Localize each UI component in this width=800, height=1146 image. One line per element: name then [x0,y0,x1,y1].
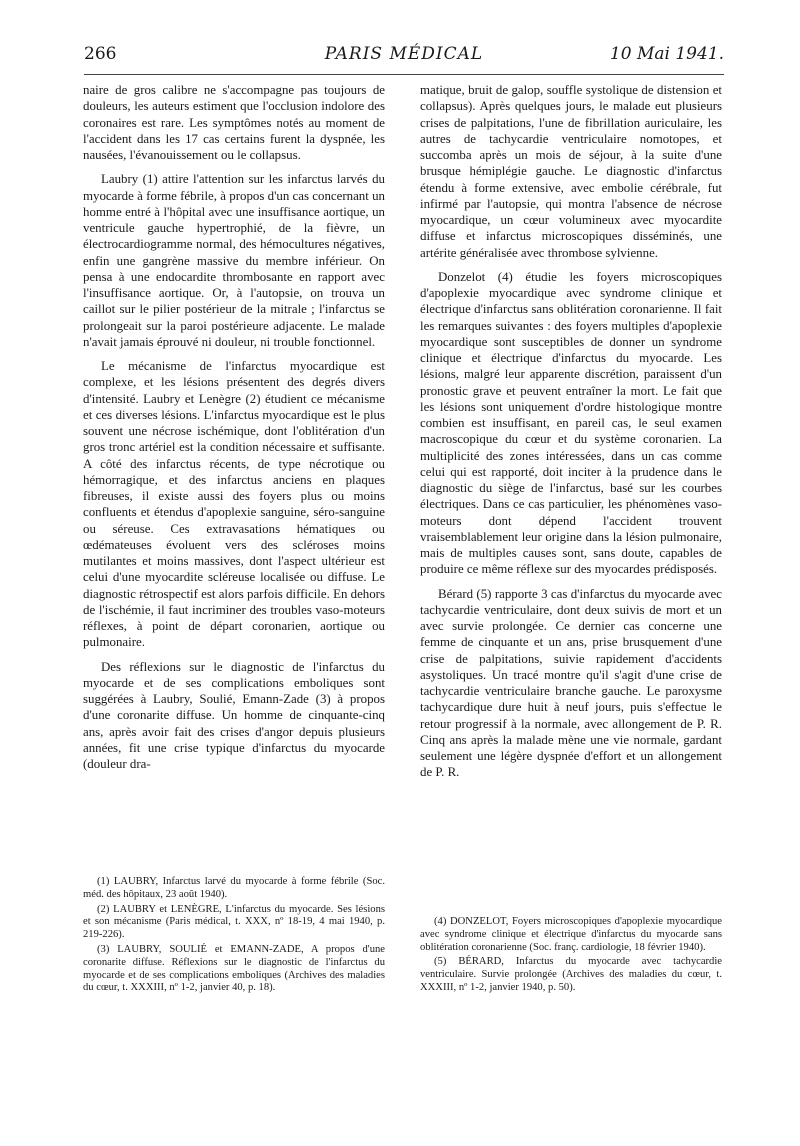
paragraph: Donzelot (4) étudie les foyers microscopiques d'apoplexie myocardique avec syndrome clinique et électrique d'infarctus sans oblitération coronarienne. Il fait les remarques suivantes : des foyers multiples d'apoplexie myocardique sont susceptibles de donner un syndrome clinique et électrique d'infarctus du myocarde. Les lésions, malgré leur apparente discrétion, paraissent d'un pronostic grave et peuvent entraîner la mort. Le fait que les lésions sont uniquement d'ordre histologique montre combien est insuffisant, en pareil cas, le seul examen macroscopique du cœur et du système coronarien. La multiplicité des zones intéressées, dans un cas comme celui qui est rapporté, doit inciter à la prudence dans le diagnostic du siège de l'infarctus, basé sur les courbes électriques. Dans ce cas particulier, les phénomènes vaso-moteurs dont dépend l'accident trouvent vraisemblablement leur origine dans la lésion pulmonaire, mais de multiples causes sont, sans doute, capables de produire ce même réflexe sur des myocardes prédisposés. [420,269,722,577]
footnote: (2) LAUBRY et LENÈGRE, L'infarctus du myocarde. Ses lésions et son mécanisme (Paris médical, t. XXX, nº 18-19, 4 mai 1940, p. 219-226). [83,903,385,941]
left-footnotes [83,876,385,997]
footnote: (4) DONZELOT, Foyers microscopiques d'apoplexie myocardique avec syndrome clinique et électrique d'infarctus du myocarde sans oblitération coronarienne (Soc. franç. cardiologie, 18 février 1940). [420,916,722,953]
paragraph: Le mécanisme de l'infarctus myocardique est complexe, et les lésions présentent des degrés divers d'intensité. Laubry et Lenègre (2) étudient ce mécanisme et ces diverses lésions. L'infarctus myocardique est le plus souvent une nécrose ischémique, dont l'oblitération d'un gros tronc artériel est la condition nécessaire et suffisante. A côté des infarctus récents, de type nécrotique ou hémorragique, et des infarctus anciens en plaques fibreuses, il existe aussi des foyers plus ou moins confluents et étendus d'apoplexie sanguine, séro-sanguine ou séreuse. Ces extravasations hématiques ou œdémateuses évoluent vers des scléroses moins mutilantes et moins massives, dont l'aspect ultérieur est celui d'une myocardite scléreuse localisée ou diffuse. Le diagnostic rétrospectif est alors parfois difficile. En dehors de l'ischémie, il faut incriminer des troubles vaso-moteurs réflexes, à point de départ coronarien, aortique ou pulmonaire. [83,359,385,650]
paragraph: matique, bruit de galop, souffle systolique de distension et collapsus). Après quelques jours, le malade eut plusieurs crises de palpitations, l'une de fibrillation auriculaire, les autres de tachycardie ventriculaire nomotopes, et succomba après un mois de séjour, à la suite d'une brusque hémiplégie gauche. Le diagnostic d'infarctus étendu à forme extensive, avec embolie cérébrale, fut infirmé par l'autopsie, qui montra l'absence de nécrose myocardique, un cœur volumineux avec myocardite diffuse et infarctus microscopiques disséminés, une artérite généralisée avec thrombose sylvienne. [420,83,722,260]
issue-date: 10 Mai 1941. [609,44,724,64]
paragraph: Des réflexions sur le diagnostic de l'infarctus du myocarde et de ses complications emboliques sont suggérées à Laubry, Soulié, Emann-Zade (3) à propos d'une coronarite diffuse. Un homme de cinquante-cinq ans, après avoir fait des crises d'angor depuis plusieurs années, fit une crise typique d'infarctus du myocarde (douleur dra- [83,659,385,771]
left-column [83,82,385,780]
footnote: (5) BÉRARD, Infarctus du myocarde avec tachycardie ventriculaire. Survie prolongée (Archives des maladies du cœur, t. XXXIII, nº 1-2, janvier 1940, p. 50). [420,956,722,993]
footnote: (1) LAUBRY, Infarctus larvé du myocarde à forme fébrile (Soc. méd. des hôpitaux, 23 août 1940). [83,876,385,900]
journal-title: PARIS MÉDICAL [324,44,484,64]
right-footnotes [420,916,722,997]
page-number: 266 [84,44,117,64]
paragraph: Bérard (5) rapporte 3 cas d'infarctus du myocarde avec tachycardie ventriculaire, dont deux suivis de mort et un avec survie prolongée. Ce dernier cas concerne une femme de cinquante et un ans, prise brusquement d'une crise de palpitations, suivie rapidement d'accidents asystoliques. Un tracé montre qu'il s'agit d'une crise de tachycardie ventriculaire branche gauche. Le paroxysme tachycardique dure huit à neuf jours, puis s'effectue le retour progressif à la normale, avec allongement de P. R. Cinq ans après la malade mène une vie normale, gardant seulement une légère dyspnée d'effort et un allongement de P. R. [420,586,722,780]
right-column [420,82,722,789]
paragraph: Laubry (1) attire l'attention sur les infarctus larvés du myocarde à forme fébrile, à propos d'un cas concernant un homme entré à l'hôpital avec une insuffisance aortique, un ventricule gauche hypertrophié, de la fièvre, un électrocardiogramme normal, des hémocultures négatives, enfin une gangrène massive du membre inférieur. On pensa à une endocardite thrombosante en rapport avec l'insuffisance aortique. Or, à l'autopsie, on trouva un caillot sur le pilier postérieur de la mitrale ; l'infarctus se prolongeait sur la paroi postérieure adjacente. Le malade n'avait jamais éprouvé ni douleur, ni trouble fonctionnel. [83,172,385,349]
page-header [84,40,724,75]
paragraph: naire de gros calibre ne s'accompagne pas toujours de douleurs, les auteurs estiment que l'occlusion indolore des coronaires est rare. Les symptômes notés au moment de l'accident dans les 17 cas certains furent la dyspnée, les nausées, l'évanouissement ou le collapsus. [83,83,385,162]
footnote: (3) LAUBRY, SOULIÉ et EMANN-ZADE, A propos d'une coronarite diffuse. Réflexions sur le diagnostic de l'infarctus du myocarde et de ses complications emboliques (Archives des maladies du cœur, t. XXXIII, nº 1-2, janvier 40, p. 18). [83,943,385,994]
